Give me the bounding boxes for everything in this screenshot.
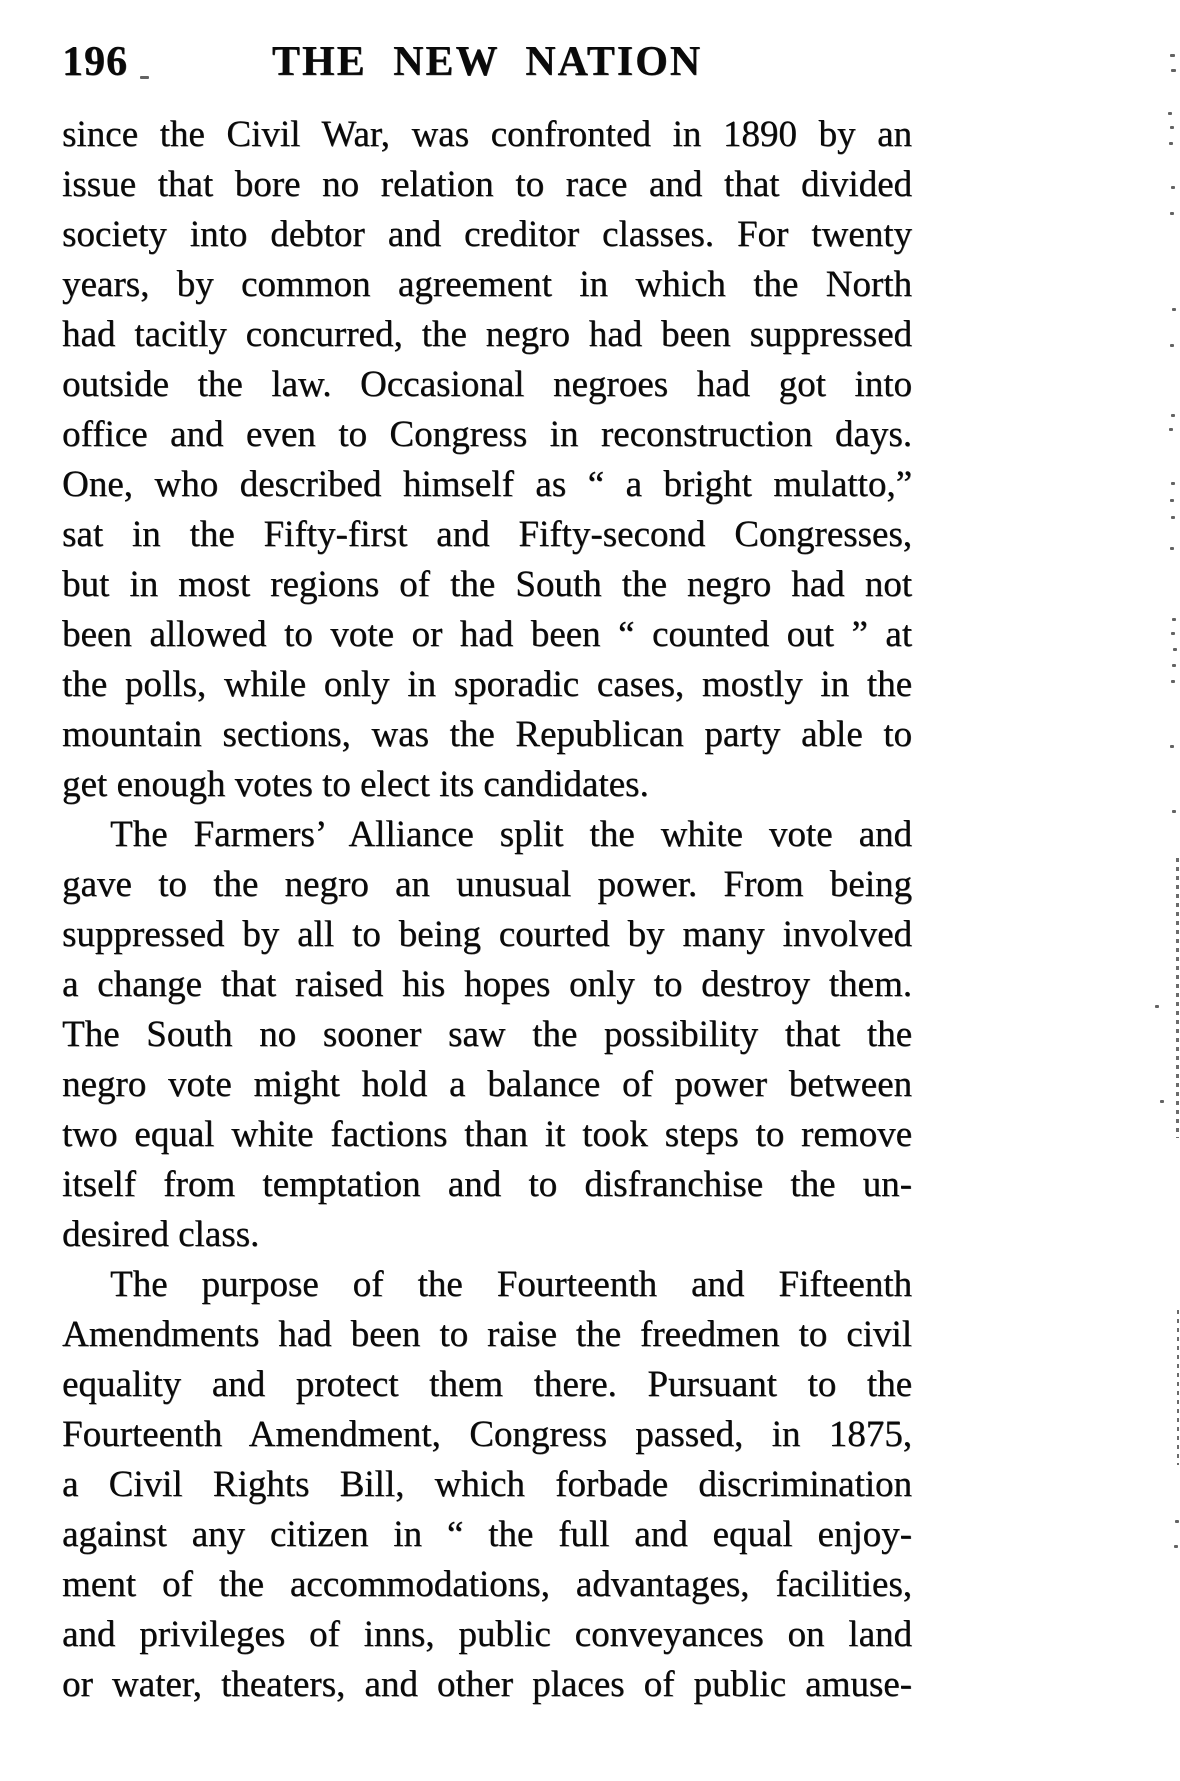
text-line: The Farmers’ Alliance split the white vote and (110, 814, 912, 855)
scan-artifact (1168, 112, 1172, 115)
scan-artifact (1171, 482, 1175, 485)
scan-artifact (1171, 516, 1175, 519)
text-line: The South no sooner saw the possibility that the (62, 1014, 912, 1055)
scan-artifact (1175, 1520, 1179, 1523)
scan-artifact (1172, 618, 1176, 621)
text-line: The purpose of the Fourteenth and Fifteenth (110, 1264, 912, 1305)
text-line: been allowed to vote or had been “ counted out ” at (62, 614, 912, 655)
text-line: issue that bore no relation to race and that divided (62, 164, 912, 205)
text-line: sat in the Fifty-first and Fifty-second Congresses, (62, 514, 912, 555)
scan-artifact (1171, 680, 1175, 683)
scan-artifact (1172, 308, 1176, 311)
text-line: the polls, while only in sporadic cases, mostly in the (62, 664, 912, 705)
text-line: a change that raised his hopes only to destroy them. (62, 964, 912, 1005)
running-head-title: THE NEW NATION (271, 39, 703, 85)
text-line: but in most regions of the South the negro had not (62, 564, 912, 605)
text-line: get enough votes to elect its candidates. (62, 764, 649, 805)
text-line: gave to the negro an unusual power. From being (62, 864, 912, 905)
text-line: a Civil Rights Bill, which forbade discrimination (62, 1464, 912, 1505)
scan-artifact (1170, 547, 1174, 550)
text-line: since the Civil War, was confronted in 1890 by an (62, 114, 912, 155)
text-line: against any citizen in “ the full and equal enjoy- (62, 1514, 912, 1555)
scan-artifact (1172, 810, 1176, 813)
text-line: Fourteenth Amendment, Congress passed, in 1875, (62, 1414, 912, 1455)
scan-artifact (1155, 1005, 1159, 1008)
text-line: desired class. (62, 1214, 260, 1255)
text-line: outside the law. Occasional negroes had got into (62, 364, 912, 405)
text-line: Amendments had been to raise the freedmen to civil (62, 1314, 912, 1355)
scan-artifact (1170, 745, 1174, 748)
scan-artifact (1169, 428, 1173, 431)
scan-artifact (1170, 126, 1174, 129)
text-line: years, by common agreement in which the North (62, 264, 912, 305)
scan-artifact (1170, 344, 1174, 347)
text-line: equality and protect them there. Pursuant to the (62, 1364, 912, 1405)
scan-artifact (1171, 69, 1176, 72)
text-line: office and even to Congress in reconstruction days. (62, 414, 912, 455)
text-line: mountain sections, was the Republican party able to (62, 714, 912, 755)
page-number: 196 (62, 39, 128, 85)
text-line: One, who described himself as “ a bright mulatto,” (62, 464, 912, 505)
scan-artifact (1160, 1100, 1164, 1103)
page-header (62, 38, 912, 84)
scan-artifact (1177, 1310, 1179, 1465)
scan-artifact (1173, 648, 1177, 651)
text-line: and privileges of inns, public conveyances on land (62, 1614, 912, 1655)
scan-artifact (1170, 54, 1175, 57)
scan-artifact (1170, 212, 1174, 215)
scan-artifact (1172, 664, 1176, 667)
text-line: or water, theaters, and other places of public amuse- (62, 1664, 912, 1705)
scan-artifact (140, 76, 149, 79)
scan-artifact (1171, 414, 1175, 417)
scan-artifact (1171, 186, 1175, 189)
scan-artifact (1174, 1545, 1178, 1548)
scan-artifact (1176, 858, 1179, 1138)
text-line: had tacitly concurred, the negro had been suppressed (62, 314, 912, 355)
scan-artifact (1171, 632, 1175, 635)
text-line: suppressed by all to being courted by many involved (62, 914, 912, 955)
scan-artifact (1169, 142, 1173, 145)
page-body (62, 110, 912, 1710)
scan-artifact (1170, 499, 1174, 502)
text-line: society into debtor and creditor classes. For twenty (62, 214, 912, 255)
text-line: negro vote might hold a balance of power between (62, 1064, 912, 1105)
text-line: itself from temptation and to disfranchise the un- (62, 1164, 912, 1205)
text-line: two equal white factions than it took steps to remove (62, 1114, 912, 1155)
text-line: ment of the accommodations, advantages, facilities, (62, 1564, 912, 1605)
